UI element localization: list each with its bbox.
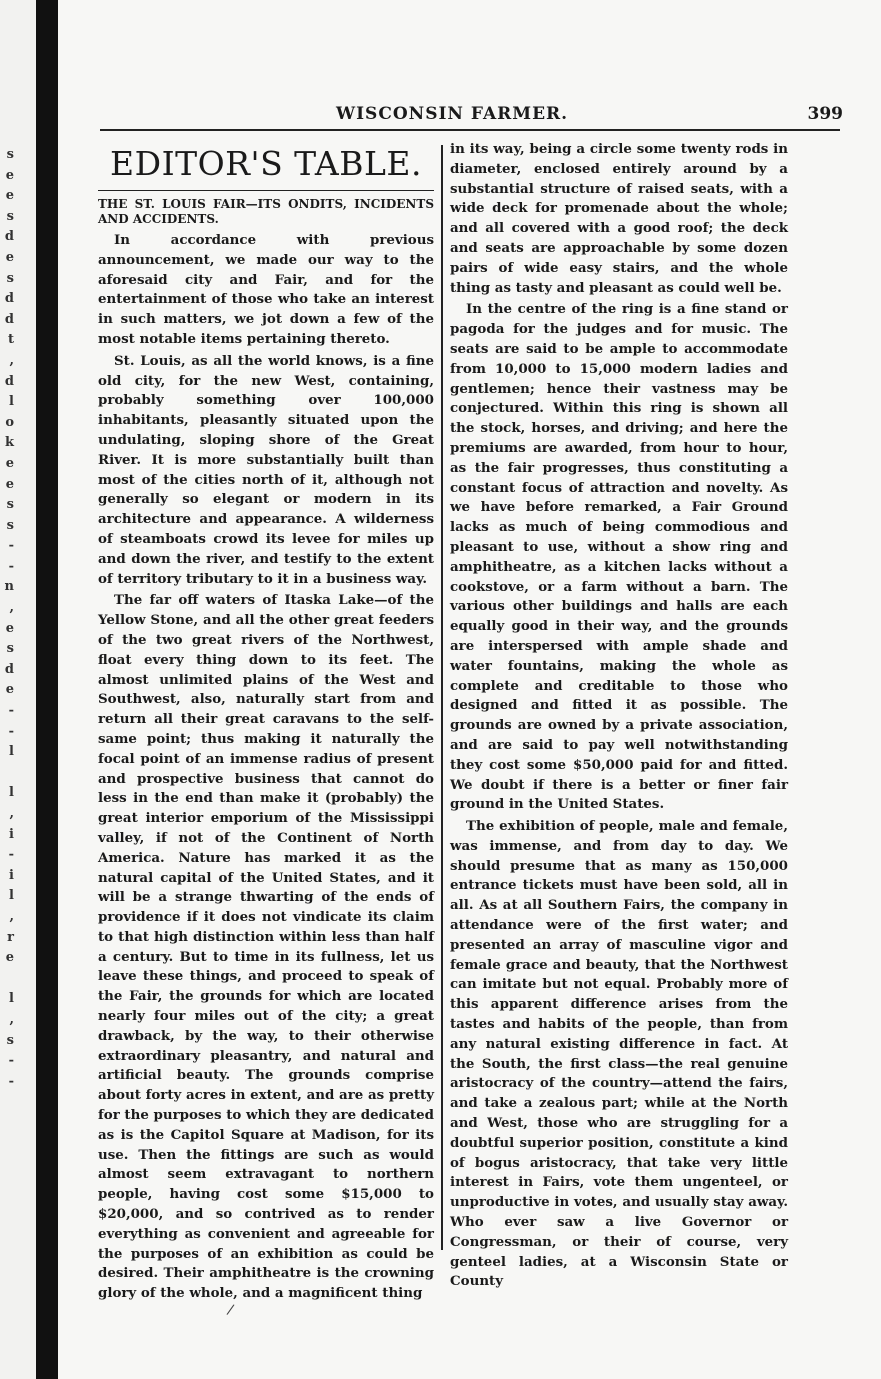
edge-letter: d — [4, 373, 14, 389]
edge-letter: o — [5, 414, 14, 430]
page-number: 399 — [807, 104, 843, 124]
edge-letter: , — [9, 806, 14, 821]
edge-letter: k — [4, 435, 14, 451]
edge-letter: d — [4, 229, 14, 245]
edge-letter: s — [6, 208, 14, 224]
edge-letter: d — [4, 311, 14, 327]
paragraph: The exhibition of people, male and female, was immense, and from day to day. We should presume that as many as 150,000 entrance tickets must have been sold, all in all. As at all Southern Fairs, the company in attendance were of the first water; and presented an array of masculine vigor and female grace and beauty, that the Northwest can imitate but not equal. Probably more of this apparent difference arises from the tastes and habits of the people, than from any natural existing difference in fact. At the South, the first class—the real genuine aristocracy of the country—attend the fairs, and take a zealous part; while at the North and West, those who are struggling for a doubtful superior position, constitute a kind of bogus aristocracy, that take very little interest in Fairs, vote them ungenteel, or unproductive in votes, and usually stay away. Who ever saw a live Governor or Congressman, or their of course, very genteel ladies, at a Wisconsin State or County — [450, 818, 788, 1290]
edge-letter: l — [9, 888, 14, 904]
edge-letter: e — [5, 950, 14, 966]
edge-letter: t — [7, 332, 14, 348]
header-rule — [100, 129, 840, 131]
edge-letter: r — [7, 929, 14, 945]
edge-letter: e — [5, 620, 14, 636]
page — [58, 0, 881, 1379]
paragraph: St. Louis, as all the world knows, is a fine old city, for the new West, containing, probably something over 100,000 inhabitants, pleasantly situated upon the undulating, sloping shore of the Great River. It is more substantially built than most of the cities north of it, although not generally so elegant or modern in its architecture and appearance. A wilderness of steamboats crowd its levee for miles up and down the river, and testify to the extent of territory tributary to it in a business way. — [98, 352, 434, 587]
edge-letter: l — [9, 394, 14, 410]
edge-letter: - — [8, 847, 14, 863]
article-heading: THE ST. LOUIS FAIR—ITS ONDITS, INCIDENTS AND ACCIDENTS. — [98, 197, 434, 226]
edge-letter: - — [8, 703, 14, 719]
edge-letter: , — [9, 352, 14, 368]
section-title: EDITOR'S TABLE. — [110, 144, 422, 183]
adjacent-page-edge — [0, 0, 37, 1379]
edge-letter: s — [6, 1032, 14, 1048]
edge-letter: e — [5, 188, 14, 204]
edge-letter: - — [8, 538, 14, 554]
edge-letter: , — [9, 908, 14, 924]
paragraph: In the centre of the ring is a fine stand or pagoda for the judges and for music. The seats are said to be ample to accommodate from 10,000 to 15,000 modern ladies and gentlemen; hence their vastness may be conjectured. Within this ring is shown all the stock, horses, and driving; and here the premiums are awarded, from hour to hour, as the fair progresses, thus constituting a constant focus of attraction and novelty. As we have before remarked, a Fair Ground lacks as much of being commodious and pleasant to use, without a show ring and amphitheatre, as a kitchen lacks without a cookstove, or a farm without a barn. The various other buildings and halls are each equally good in their way, and the grounds are interspersed with ample shade and water fountains, making the whole as complete and creditable to those who designed and fitted it as possible. The grounds are owned by a private association, and are said to pay well notwithstanding they cost some $50,000 paid for and fitted. We doubt if there is a better or finer fair ground in the United States. — [450, 301, 788, 813]
edge-letter: d — [4, 661, 14, 677]
edge-letter: e — [5, 167, 14, 183]
edge-letter: e — [5, 682, 14, 698]
edge-letter: l — [9, 785, 14, 801]
adjacent-page-text — [0, 145, 14, 1092]
edge-letter: s — [6, 147, 14, 162]
book-gutter — [36, 0, 58, 1379]
edge-letter: - — [8, 558, 14, 574]
paragraph: In accordance with previous announcement, we made our way to the aforesaid city and Fair, and for the entertainment of those who take an interest in such matters, we jot down a few of the most notable items pertaining thereto. — [98, 232, 434, 347]
edge-letter — [9, 763, 14, 784]
paragraph: The far off waters of Itaska Lake—of the Yellow Stone, and all the other great feeders of the two great rivers of the Northwest, float every thing down to its feet. The almost unlimited plains of the West and Southwest, also, naturally start from and return all their great caravans to the self-same point; thus making it naturally the focal point of an immense radius of present and prospective business that cannot do less in the end than make it (probably) the great interior emporium of the Mississippi valley, if not of the Continent of North America. Nature has marked it as the natural capital of the United States, and it will be a strange thwarting of the ends of providence if it does not vindicate its claim to that high distinction within less than half a century. But to time in its fullness, let us leave these things, and proceed to speak of the Fair, the grounds for which are located nearly four miles out of the city; a great drawback, by the way, to their otherwise extraordinary pleasantry, and natural and artificial beauty. The grounds comprise about forty acres in extent, and are as pretty for the purposes to which they are dedicated as is the Capitol Square at Madison, for its use. Then the fittings are such as would almost seem extravagant to northern people, having cost some $15,000 to $20,000, and so contrived as to render everything as convenient and agreeable for the purposes of an exhibition as could be desired. Their amphitheatre is the crowning glory of the whole, and a magnificent thing — [98, 592, 434, 1302]
edge-letter: - — [8, 1073, 14, 1089]
edge-letter: s — [6, 270, 14, 286]
edge-letter: e — [5, 249, 14, 265]
stray-mark: / — [225, 1301, 236, 1319]
column-divider — [441, 145, 443, 1250]
edge-letter: - — [8, 723, 14, 739]
left-column — [98, 140, 434, 1304]
title-rule — [98, 190, 434, 191]
edge-letter: i — [9, 867, 14, 883]
right-column — [450, 140, 788, 1292]
edge-letter: s — [6, 497, 14, 513]
edge-letter: e — [5, 476, 14, 492]
edge-letter: l — [9, 744, 14, 760]
edge-letter: s — [6, 517, 14, 533]
edge-letter: l — [9, 991, 14, 1007]
edge-letter: - — [8, 1053, 14, 1069]
running-head: WISCONSIN FARMER. — [336, 104, 569, 124]
edge-letter: , — [9, 600, 14, 616]
paragraph: in its way, being a circle some twenty rods in diameter, enclosed entirely around by a substantial structure of raised seats, with a wide deck for promenade about the whole; and all covered with a good roof; the deck and seats are approachable by some dozen pairs of wide easy stairs, and the whole thing as tasty and pleasant as could well be. — [450, 141, 788, 296]
edge-letter: e — [5, 455, 14, 471]
edge-letter: , — [9, 1011, 14, 1027]
edge-letter: d — [4, 291, 14, 307]
edge-letter: i — [9, 826, 14, 842]
edge-letter: s — [6, 641, 14, 657]
edge-letter: n — [4, 579, 14, 595]
edge-letter — [9, 969, 14, 990]
